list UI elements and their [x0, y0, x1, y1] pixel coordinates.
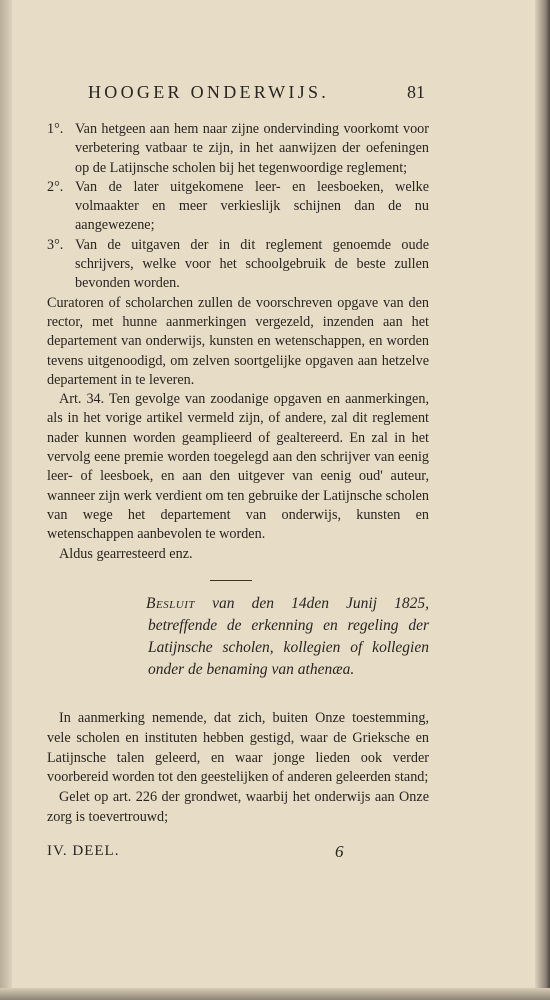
page-edge-bottom [0, 988, 550, 1000]
page-binding-shadow [0, 0, 12, 1000]
signature-mark: 6 [335, 842, 344, 861]
list-item-number: 3°. [47, 236, 64, 253]
paragraph-constitution: Gelet op art. 226 der grondwet, waarbij het onderwijs aan Onze zorg is toevertrouwd; [47, 789, 429, 825]
list-item [47, 120, 429, 178]
list-item-number: 2°. [47, 178, 64, 195]
paragraph-closing: Aldus gearresteerd enz. [59, 545, 193, 562]
paragraph-considering: In aanmerking nemende, dat zich, buiten Onze toestemming, vele scholen en instituten hebben gestigd, waar de Grieksche en Latijnsche talen geleerd, en waar jonge lieden ook verder voorbereid worden tot den geestelijken of anderen geleerden stand; [47, 710, 429, 786]
decree-lead-word: Besluit [146, 595, 196, 612]
section-divider [210, 580, 252, 581]
printer-signature: IV. DEEL. [47, 843, 120, 859]
decree-heading [148, 593, 429, 681]
page-number: 81 [407, 82, 425, 102]
list-item-text: Van de later uitgekomene leer- en leesboeken, welke volmaakter en meer verkieslijk schijnen dan de nu aangewezene; [75, 178, 429, 234]
paragraph-article-34: Art. 34. Ten gevolge van zoodanige opgaven en aanmerkingen, als in het vorige artikel vermeld zijn, of andere, zal dit reglement nader kunnen worden geamplieerd of gealtereerd. En zal in het vervolg eene premie worden toegelegd aan den schrijver van eenig leer- of leesboek, en aan den uitgever van eenig oud' auteur, wanneer zijn werk verdient om ten gebruike der Latijnsche scholen van wege het departement van onderwijs, kunsten en wetenschappen aanbevolen te worden. [47, 391, 429, 543]
list-item [47, 236, 429, 294]
page-edge-right [535, 0, 550, 1000]
decree-title: van den 14den Junij 1825, betreffende de erkenning en regeling der Latijnsche scholen, kollegien of kollegien onder de benaming van athenæa. [148, 595, 429, 678]
list-item-text: Van de uitgaven der in dit reglement genoemde oude schrijvers, welke voor het schoolgebruik de beste zullen bevonden worden. [75, 236, 429, 292]
paragraph-curatoren: Curatoren of scholarchen zullen de voorschreven opgave van den rector, met hunne aanmerkingen vergezeld, inzenden aan het departement van onderwijs, kunsten en wetenschappen, en worden tevens uitgenoodigd, om zelven soortgelijke opgaven aan hetzelve departement in te leveren. [47, 294, 429, 388]
list-item [47, 178, 429, 236]
list-item-text: Van hetgeen aan hem naar zijne ondervinding voorkomt voor verbetering vatbaar te zijn, in het aanwijzen der oefeningen op de Latijnsche scholen bij het tegenwoordige reglement; [75, 121, 429, 176]
list-item-number: 1°. [47, 121, 64, 137]
decree-body [47, 709, 429, 828]
running-title: HOOGER ONDERWIJS. [88, 82, 330, 102]
main-text-block [47, 120, 429, 564]
